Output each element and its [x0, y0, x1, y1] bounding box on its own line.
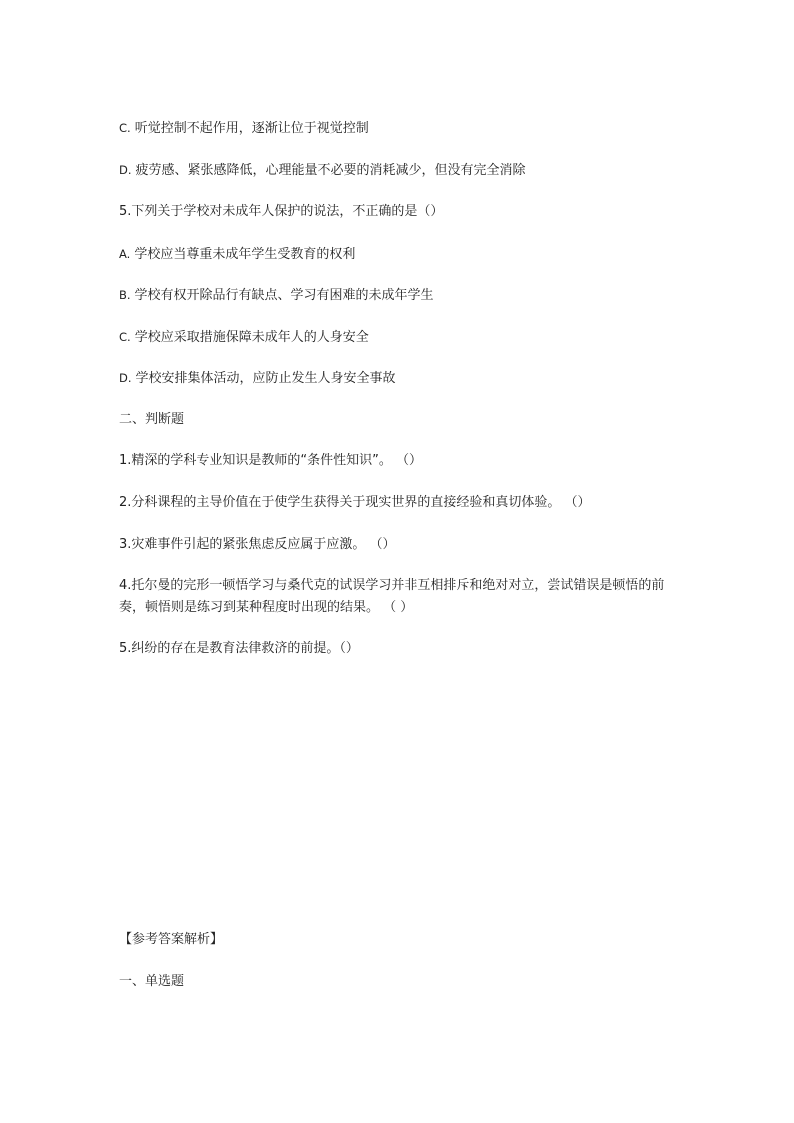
option-letter: B.	[119, 288, 131, 302]
question-5-option-b	[119, 284, 679, 307]
answers-section-single-choice: 一、单选题	[119, 974, 185, 989]
option-text: 疲劳感、紧张感降低，心理能量不必要的消耗减少，但没有完全消除	[135, 163, 526, 178]
option-letter: C.	[119, 330, 131, 344]
option-d-prev	[119, 159, 679, 182]
judgment-item-4: 4.托尔曼的完形一顿悟学习与桑代克的试误学习并非互相排斥和绝对对立，尝试错误是顿悟的前奏，顿悟则是练习到某种程度时出现的结果。 （ ）	[119, 578, 665, 615]
option-letter: D.	[119, 163, 132, 177]
judgment-item-3: 3.灾难事件引起的紧张焦虑反应属于应激。 （）	[119, 537, 396, 552]
option-c-prev	[119, 117, 679, 140]
option-text: 听觉控制不起作用，逐渐让位于视觉控制	[134, 121, 369, 136]
option-text: 学校应当尊重未成年学生受教育的权利	[134, 247, 356, 262]
option-letter: A.	[119, 247, 131, 261]
section-heading-judgment: 二、判断题	[119, 412, 185, 427]
option-text: 学校有权开除品行有缺点、学习有困难的未成年学生	[134, 288, 434, 303]
judgment-item-2: 2.分科课程的主导价值在于使学生获得关于现实世界的直接经验和真切体验。 （）	[119, 495, 591, 510]
option-letter: C.	[119, 121, 131, 135]
question-5-option-a	[119, 243, 679, 266]
option-text: 学校应采取措施保障未成年人的人身安全	[134, 330, 369, 345]
judgment-item-5: 5.纠纷的存在是教育法律救济的前提。（）	[119, 641, 359, 656]
question-5-option-c	[119, 326, 679, 349]
question-5-stem: 5.下列关于学校对未成年人保护的说法，不正确的是（）	[119, 204, 444, 219]
answers-heading: 【参考答案解析】	[119, 932, 224, 947]
option-letter: D.	[119, 371, 132, 385]
option-text: 学校安排集体活动，应防止发生人身安全事故	[135, 371, 396, 386]
judgment-item-1: 1.精深的学科专业知识是教师的“条件性知识”。 （）	[119, 453, 423, 468]
question-5-option-d	[119, 367, 679, 390]
